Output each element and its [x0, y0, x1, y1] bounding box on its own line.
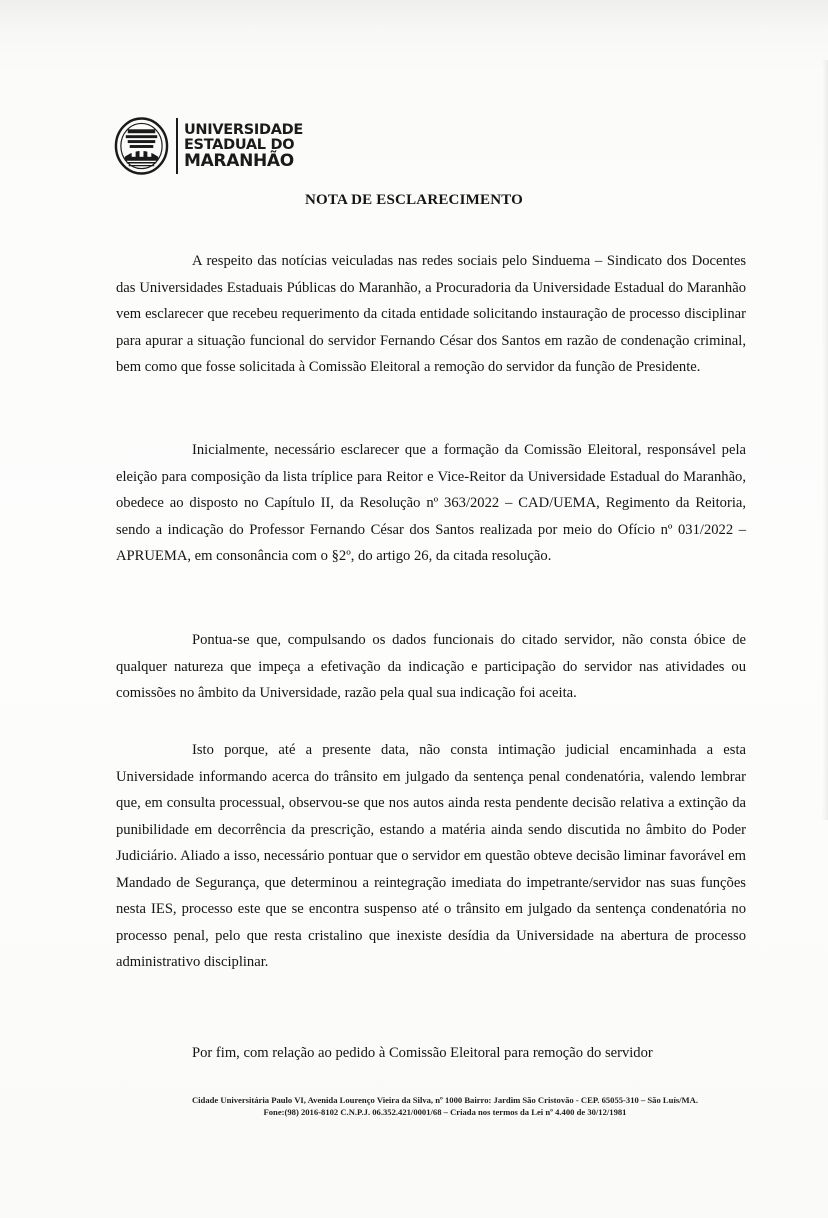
page-footer [100, 1094, 790, 1118]
paragraph-text: Isto porque, até a presente data, não consta intimação judicial encaminhada a esta Universidade informando acerca do trânsito em julgado da sentença penal condenatória, valendo lembrar que, em consulta processual, observou-se que nos autos ainda resta pendente decisão relativa a extinção da punibilidade em decorrência da prescrição, estando a matéria ainda sendo discutida no âmbito do Poder Judiciário. Aliado a isso, necessário pontuar que o servidor em questão obteve decisão liminar favorável em Mandado de Segurança, que determinou a reintegração imediata do impetrante/servidor nas suas funções nesta IES, processo este que se encontra suspenso até o trânsito em julgado da sentença condenatória no processo penal, pelo que resta cristalino que inexiste desídia da Universidade na abertura de processo administrativo disciplinar. [116, 742, 746, 970]
footer-contact: Fone:(98) 2016-8102 C.N.P.J. 06.352.421/0001/68 – Criada nos termos da Lei nº 4.400 de 30/12/1981 [263, 1107, 627, 1117]
institution-line-1: UNIVERSIDADE [183, 121, 303, 138]
page-edge [822, 60, 828, 820]
paragraph-text: Por fim, com relação ao pedido à Comissão Eleitoral para remoção do servidor [192, 1045, 653, 1061]
paragraph-1 [116, 248, 746, 381]
paragraph-5 [116, 1040, 746, 1067]
paragraph-4 [116, 737, 746, 976]
footer-address: Cidade Universitária Paulo VI, Avenida Lourenço Vieira da Silva, nº 1000 Bairro: Jardim São Cristovão - CEP. 65055-310 – São Luís/MA. [191, 1095, 699, 1105]
logo-divider [176, 118, 178, 174]
paragraph-text: A respeito das notícias veiculadas nas redes sociais pelo Sinduema – Sindicato dos Docentes das Universidades Estaduais Públicas do Maranhão, a Procuradoria da Universidade Estadual do Maranhão vem esclarecer que recebeu requerimento da citada entidade solicitando instauração de processo disciplinar para apurar a situação funcional do servidor Fernando César dos Santos em razão de condenação criminal, bem como que fosse solicitada à Comissão Eleitoral a remoção do servidor da função de Presidente. [116, 253, 746, 375]
paragraph-text: Pontua-se que, compulsando os dados funcionais do citado servidor, não consta óbice de qualquer natureza que impeça a efetivação da indicação e participação do servidor nas atividades ou comissões no âmbito da Universidade, razão pela qual sua indicação foi aceita. [116, 632, 746, 701]
document-title: NOTA DE ESCLARECIMENTO [304, 192, 524, 208]
university-seal-icon [113, 115, 170, 177]
scan-shadow [0, 0, 828, 30]
institution-line-2: ESTADUAL DO [183, 136, 295, 153]
institution-name [184, 123, 303, 170]
paragraph-text: Inicialmente, necessário esclarecer que a formação da Comissão Eleitoral, responsável pela eleição para composição da lista tríplice para Reitor e Vice-Reitor da Universidade Estadual do Maranhão, obedece ao disposto no Capítulo II, da Resolução nº 363/2022 – CAD/UEMA, Regimento da Reitoria, sendo a indicação do Professor Fernando César dos Santos realizada por meio do Ofício nº 031/2022 – APRUEMA, em consonância com o §2º, do artigo 26, da citada resolução. [116, 442, 746, 564]
paragraph-3 [116, 627, 746, 707]
institution-line-3: MARANHÃO [183, 150, 294, 171]
university-logo [113, 114, 303, 178]
paragraph-2 [116, 437, 746, 570]
